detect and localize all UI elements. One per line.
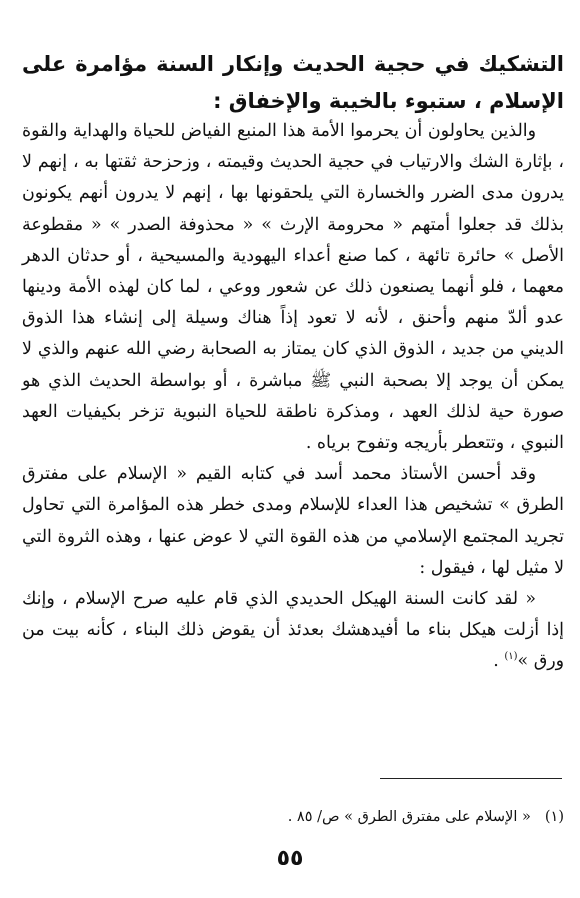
paragraph-1: والذين يحاولون أن يحرموا الأمة هذا المنبع الفياض للحياة والهداية والقوة ، بإثارة الشك والارتياب في حجية الحديث وقيمته ، وزحزحة ثقتها به ، إنهم لا يدرون مدى الضرر والخسارة التي يلحقونها بها ، إنهم لا يدرون أنهم يكونون بذلك قد جعلوا أمتهم « محرومة الإرث » « محذوفة الصدر » « مقطوعة الأصل » حائرة تائهة ، كما صنع أعداء اليهودية والمسيحية ، أو حدثان الدهر معهما ، فلو أنهما يصنعون ذلك عن شعور ووعي ، لما كان لهذه الأمة ودينها عدو ألدّ منهم وأحنق ، لأنه لا تعود إذاً هناك وسيلة إلى إنشاء هذا الذوق الديني من جديد ، الذوق الذي كان يمتاز به الصحابة رضي الله عنهم والذي لا يمكن أن يوجد إلا بصحبة النبي ﷺ مباشرة ، أو بواسطة الحديث الذي هو صورة حية لذلك العهد ، ومذكرة ناطقة للحياة النبوية تزخر بكيفيات العهد النبوي ، وتتعطر بأريجه وتفوح برياه . xyxy=(22,121,564,454)
footnote xyxy=(22,806,564,828)
page-number: ٥٥ xyxy=(276,846,304,871)
block-quote xyxy=(22,584,564,678)
footnote-divider xyxy=(380,778,562,779)
quote-end: . xyxy=(493,651,499,672)
footnote-number: (١) xyxy=(544,809,564,825)
quote-text: « لقد كانت السنة الهيكل الحديدي الذي قام عليه صرح الإسلام ، وإنك إذا أزلت هيكل بناء ما أفيدهشك بعدئذ أن يقوض ذلك البناء ، كأنه بيت من ورق » xyxy=(22,589,564,672)
section-heading: التشكيك في حجية الحديث وإنكار السنة مؤامرة على الإسلام ، ستبوء بالخيبة والإخفاق : xyxy=(22,52,564,113)
paragraph-2: وقد أحسن الأستاذ محمد أسد في كتابه القيم « الإسلام على مفترق الطرق » تشخيص هذا العداء للإسلام ومدى خطر هذه المؤامرة التي تحاول تجريد المجتمع الإسلامي من هذه القوة التي لا عوض عنها ، وهذه الثروة التي لا مثيل لها ، فيقول : xyxy=(22,464,564,578)
footnote-marker[interactable]: (١) xyxy=(504,651,518,663)
footnote-text: « الإسلام على مفترق الطرق » ص/ ٨٥ . xyxy=(287,809,531,825)
main-text xyxy=(22,116,564,678)
